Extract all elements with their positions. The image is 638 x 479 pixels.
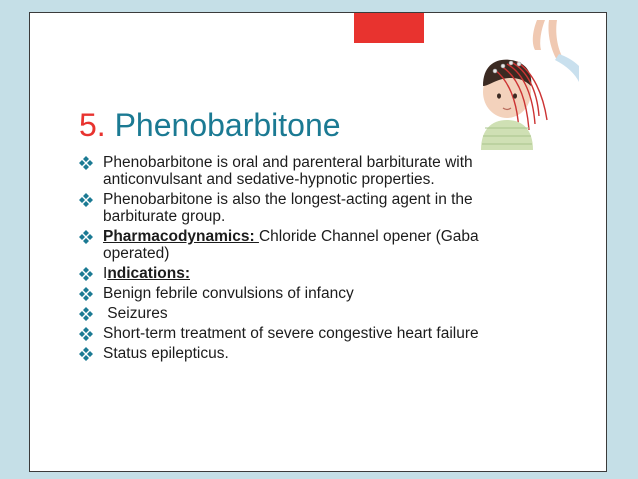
bullet-text: Seizures bbox=[103, 305, 168, 322]
quad-diamond-icon bbox=[79, 345, 103, 362]
list-item bbox=[79, 154, 549, 188]
list-item bbox=[79, 265, 549, 282]
quad-diamond-icon bbox=[79, 305, 103, 322]
list-item bbox=[79, 305, 549, 322]
bullet-text: Status epilepticus. bbox=[103, 345, 229, 362]
list-item bbox=[79, 228, 549, 262]
list-item bbox=[79, 325, 549, 342]
slide-title bbox=[79, 107, 341, 144]
child-eeg-illustration bbox=[467, 20, 579, 150]
quad-diamond-icon bbox=[79, 325, 103, 342]
indications-label: ndications: bbox=[107, 265, 190, 282]
red-accent-tab bbox=[354, 13, 424, 43]
bullet-list bbox=[79, 154, 549, 365]
list-item bbox=[79, 285, 549, 302]
indications-prefix: I bbox=[103, 265, 108, 282]
list-item bbox=[79, 345, 549, 362]
pharmacodynamics-label: Pharmacodynamics: bbox=[103, 228, 259, 245]
bullet-text: Benign febrile convulsions of infancy bbox=[103, 285, 354, 302]
quad-diamond-icon bbox=[79, 228, 103, 245]
quad-diamond-icon bbox=[79, 265, 103, 282]
quad-diamond-icon bbox=[79, 154, 103, 171]
bullet-text: Chloride Channel opener (Gaba operated) bbox=[103, 228, 479, 262]
title-text: Phenobarbitone bbox=[114, 107, 341, 143]
quad-diamond-icon bbox=[79, 285, 103, 302]
bullet-text: Phenobarbitone is oral and parenteral barbiturate with anticonvulsant and sedative-hypnotic properties. bbox=[103, 154, 473, 188]
title-number: 5. bbox=[79, 107, 106, 143]
list-item bbox=[79, 191, 549, 225]
quad-diamond-icon bbox=[79, 191, 103, 208]
bullet-text: Short-term treatment of severe congestive heart failure bbox=[103, 325, 479, 342]
bullet-text: Phenobarbitone is also the longest-acting agent in the barbiturate group. bbox=[103, 191, 473, 225]
